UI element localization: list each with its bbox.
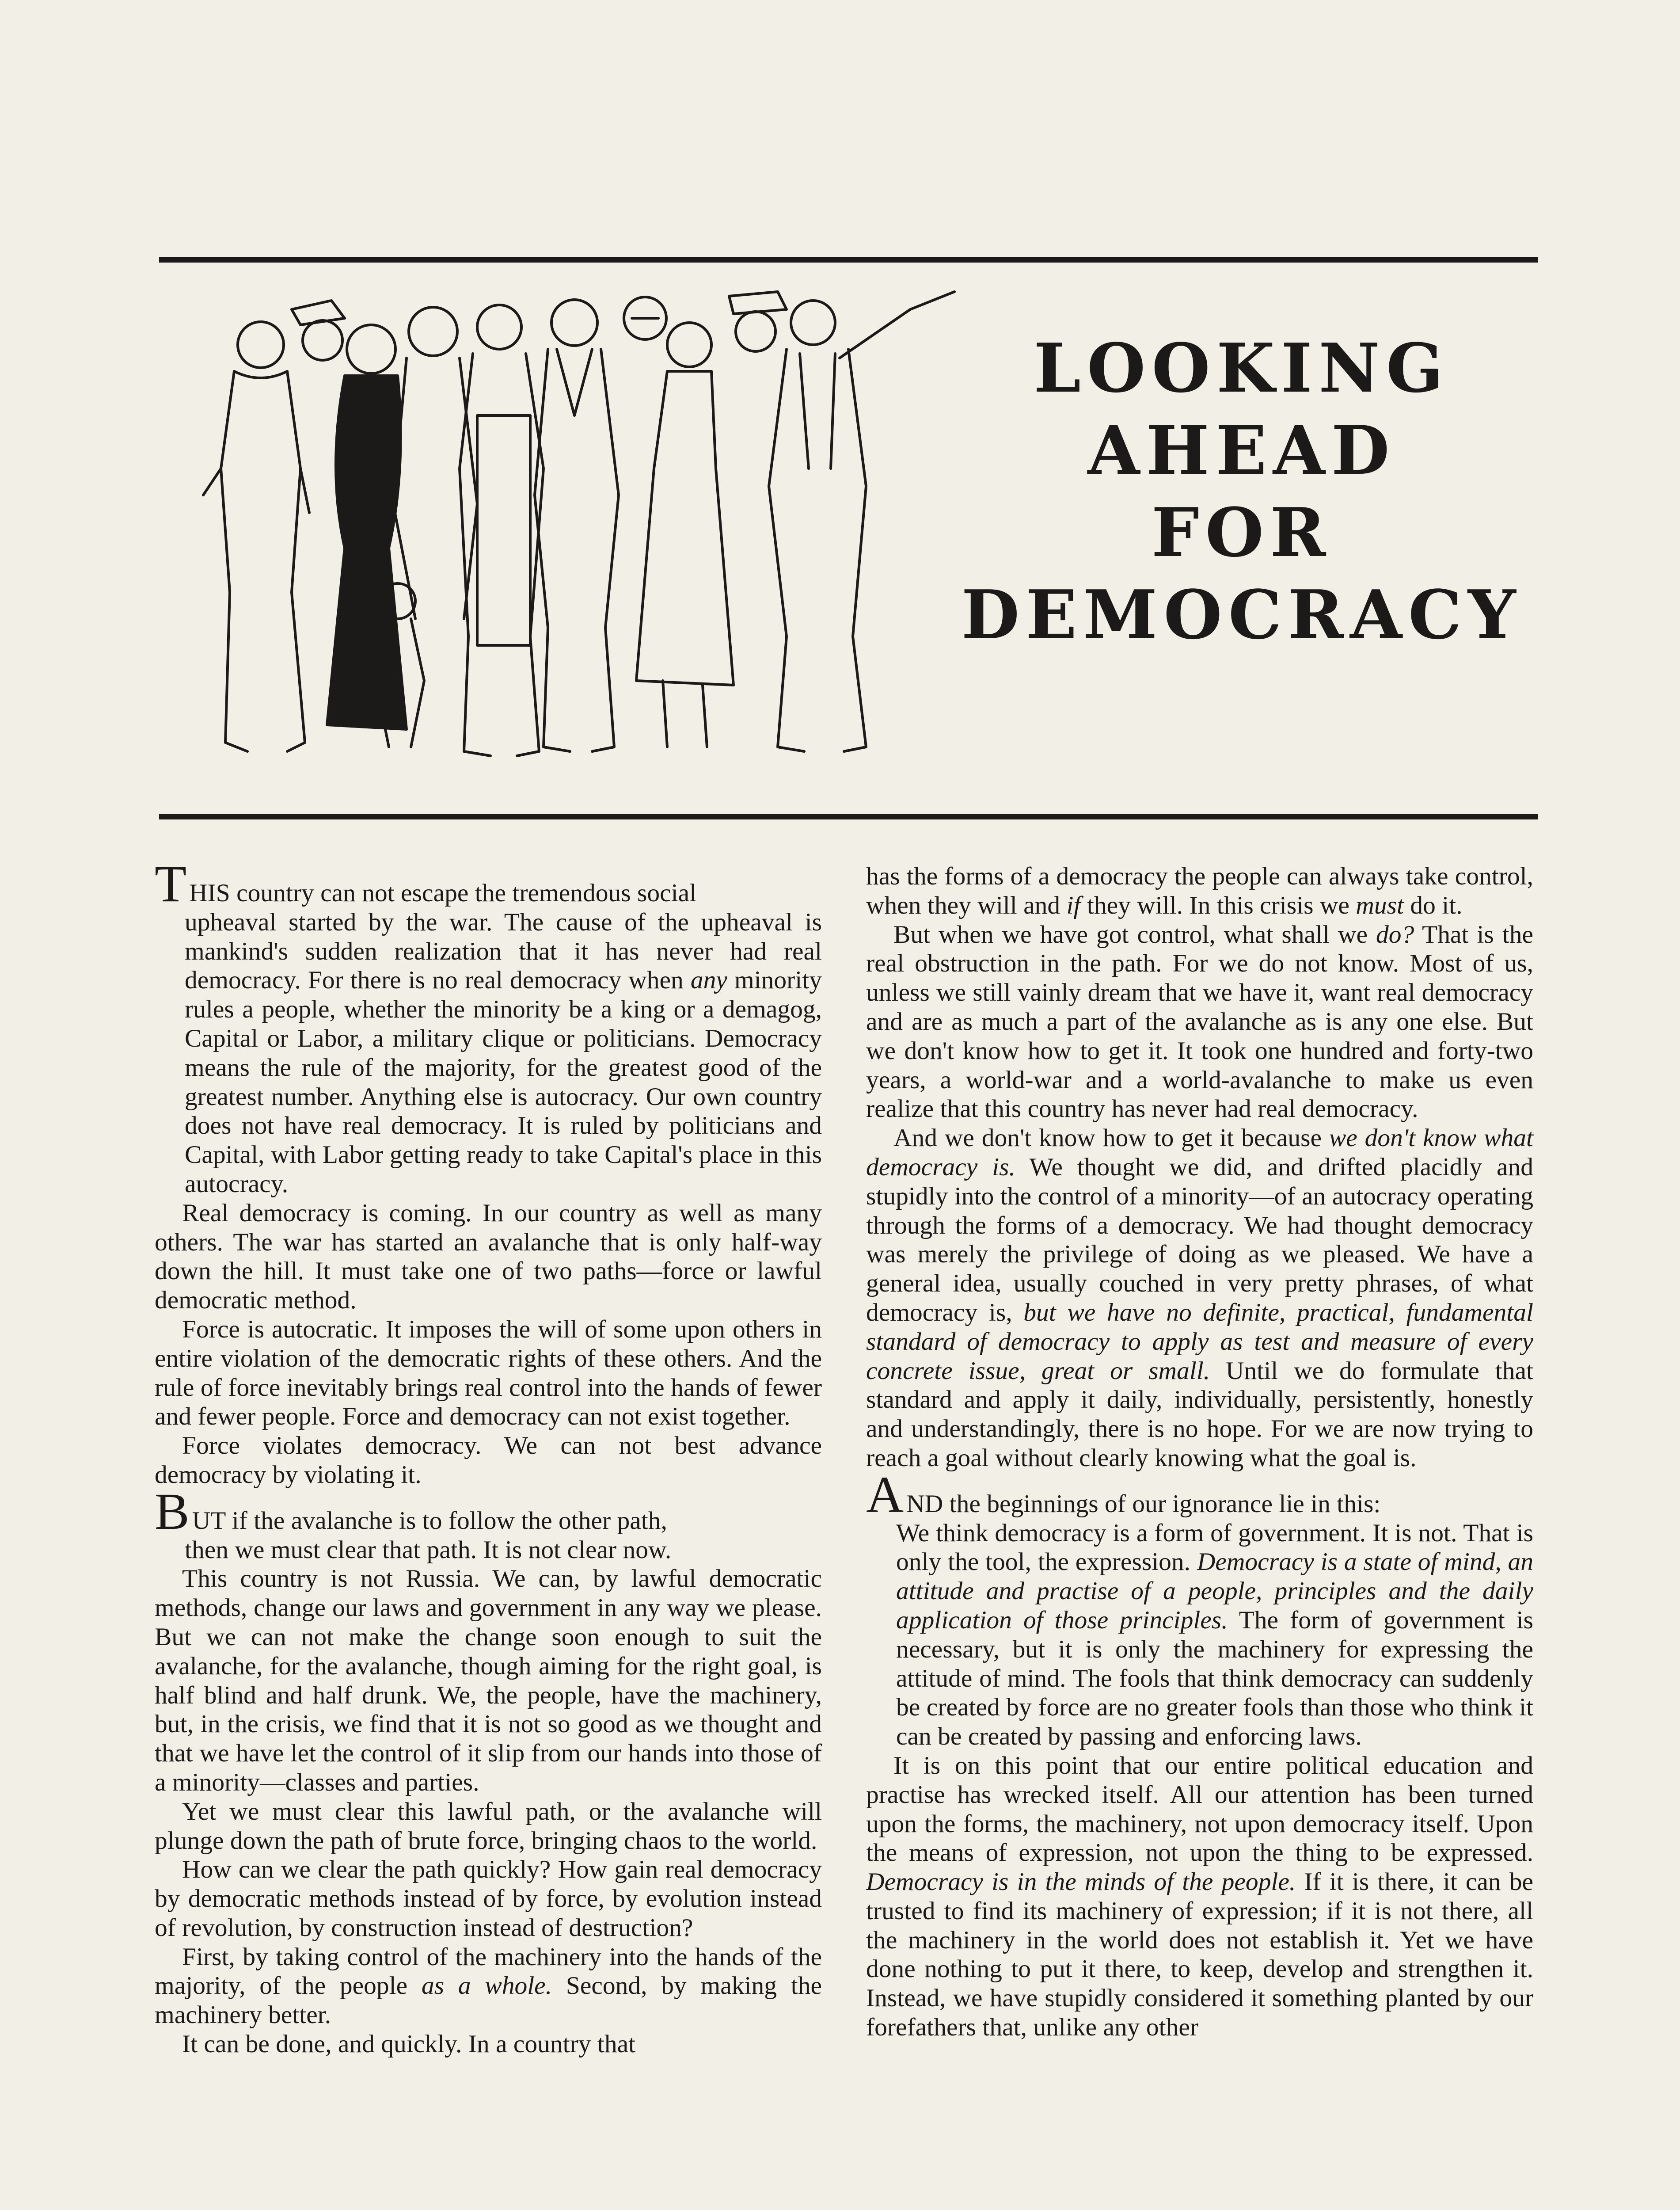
paragraph <box>155 1482 822 1540</box>
paragraph-text: they will. In this crisis we <box>1080 891 1356 919</box>
emphasis: as a whole. <box>421 1972 552 2000</box>
title-line-2: AHEAD <box>1087 411 1396 490</box>
title-line-4: DEMOCRACY <box>961 575 1522 654</box>
drop-cap: A <box>866 1465 904 1524</box>
emphasis: but we have no definite, practical, fundamental standard of democracy to apply as test and measure of every concrete issue, great or small. <box>866 1298 1534 1385</box>
right-column <box>866 862 1533 2042</box>
paragraph: This country is not Russia. We can, by lawful democratic methods, change our laws and government in any way we please. But we can not make the change soon enough to suit the avalanche, for the avalanche, though aiming for the right goal, is half blind and half drunk. We, the people, have the machinery, but, in the crisis, we find that it is not so good as we thought and that we have let the control of it slip from our hands into those of a minority—classes and parties. <box>155 1565 822 1796</box>
drop-cap: B <box>155 1482 190 1540</box>
drop-cap: T <box>155 855 187 913</box>
emphasis: must <box>1356 891 1404 919</box>
paragraph-text: And we don't know how to get it because <box>893 1124 1329 1152</box>
paragraph-text: Until we do formulate that standard and apply it daily, individually, persistently, honestly and understandingly, there is no hope. For we are now trying to reach a goal without clearly knowing what the goal is. <box>866 1356 1533 1472</box>
emphasis: Democracy is in the minds of the people. <box>866 1868 1296 1896</box>
paragraph-text: ND the beginnings of our ignorance lie in this: <box>906 1490 1381 1518</box>
top-rule <box>159 257 1538 263</box>
paragraph: Force is autocratic. It imposes the will of some upon others in entire violation of the democratic rights of these others. And the rule of force inevitably brings real control into the hands of fewer and fewer people. Force and democracy can not exist together. <box>155 1315 822 1431</box>
paragraph-text: do it. <box>1403 891 1463 919</box>
paragraph <box>866 1519 1533 1751</box>
paragraph <box>866 920 1533 1124</box>
paragraph-text: has the forms of a democracy the people can always take control, when they will and <box>866 862 1533 919</box>
emphasis: any <box>690 966 727 994</box>
paragraph <box>866 1751 1533 2042</box>
title-line-3: FOR <box>1151 493 1332 572</box>
paragraph <box>866 862 1533 920</box>
paragraph-text: We think democracy is a form of government. It is not. That is only the tool, the expression. <box>896 1519 1533 1576</box>
left-column <box>155 855 822 2059</box>
paragraph-text: We thought we did, and drifted placidly and stupidly into the control of a minority—of an autocracy operating through the forms of a democracy. We had thought democracy was merely the privilege of doing as we pleased. We have a general idea, usually couched in very pretty phrases, of what democracy is, <box>866 1153 1533 1326</box>
paragraph-text: That is the real obstruction in the path. For we do not know. Most of us, unless we still vainly dream that we have it, want real democracy and are as much a part of the avalanche as is any one else. But we don't know how to get it. It took one hundred and forty-two years, a world-war and a world-avalanche to make us even realize that this country has never had real democracy. <box>866 920 1533 1123</box>
paragraph-text: The form of government is necessary, but it is only the machinery for expressing the attitude of mind. The fools that think democracy can suddenly be created by force are no greater fools than those who think it can be created by passing and enforcing laws. <box>896 1606 1533 1751</box>
paragraph-text: minority rules a people, whether the minority be a king or a demagog, Capital or Labor, a military clique or politicians. Democracy means the rule of the majority, for the greatest good of the greatest number. Anything else is autocracy. Our own country does not have real democracy. It is ruled by politicians and Capital, with Labor getting ready to take Capital's place in this autocracy. <box>185 966 822 1198</box>
paragraph <box>155 908 822 1199</box>
paragraph <box>866 1124 1533 1473</box>
paragraph <box>155 1943 822 2030</box>
paragraph: Real democracy is coming. In our country as well as many others. The war has started an avalanche that is only half-way down the hill. It must take one of two paths—force or lawful democratic method. <box>155 1199 822 1315</box>
paragraph: It can be done, and quickly. In a country that <box>182 2030 636 2058</box>
paragraph-text: It is on this point that our entire political education and practise has wrecked itself. All our attention has been turned upon the forms, the machinery, not upon democracy itself. Upon the means of expression, not upon the thing to be expressed. <box>866 1751 1533 1867</box>
paragraph-text: Second, by making the machinery better. <box>155 1972 822 2029</box>
paragraph: How can we clear the path quickly? How gain real democracy by democratic methods instead of by force, by evolution instead of revolution, by construction instead of destruction? <box>155 1856 822 1942</box>
paragraph <box>155 855 822 913</box>
emphasis: if <box>1066 891 1081 919</box>
crowd-of-people-illustration <box>159 283 999 796</box>
emphasis: we don't know what democracy is. <box>866 1124 1533 1181</box>
paragraph: Yet we must clear this lawful path, or the avalanche will plunge down the path of brute force, bringing chaos to the world. <box>155 1797 822 1855</box>
emphasis: do? <box>1376 920 1414 949</box>
paragraph-text: HIS country can not escape the tremendous social <box>189 879 697 907</box>
paragraph: then we must clear that path. It is not clear now. <box>185 1536 672 1564</box>
article-title <box>946 327 1538 656</box>
paragraph-text: upheaval started by the war. The cause of the upheaval is mankind's sudden realization that it has never had real democracy. For there is no real democracy when <box>185 908 822 994</box>
paragraph-text: First, by taking control of the machinery into the hands of the majority, of the people <box>155 1943 822 2000</box>
paragraph-text: UT if the avalanche is to follow the other path, <box>192 1506 667 1535</box>
paragraph <box>866 1465 1533 1524</box>
paragraph: Force violates democracy. We can not best advance democracy by violating it. <box>155 1432 822 1489</box>
bottom-rule <box>159 814 1538 819</box>
paragraph-text: If it is there, it can be trusted to find its machinery of expression; if it is not there, all the machinery in the world does not establish it. Yet we have done nothing to put it there, to keep, develop and strengthen it. Instead, we have stupidly considered it something planted by our forefathers that, unlike any other <box>866 1868 1534 2042</box>
title-line-1: LOOKING <box>1034 328 1450 408</box>
paragraph-text: But when we have got control, what shall we <box>893 920 1376 949</box>
emphasis: Democracy is a state of mind, an attitude and practise of a people, principles and the daily application of those principles. <box>896 1548 1533 1634</box>
